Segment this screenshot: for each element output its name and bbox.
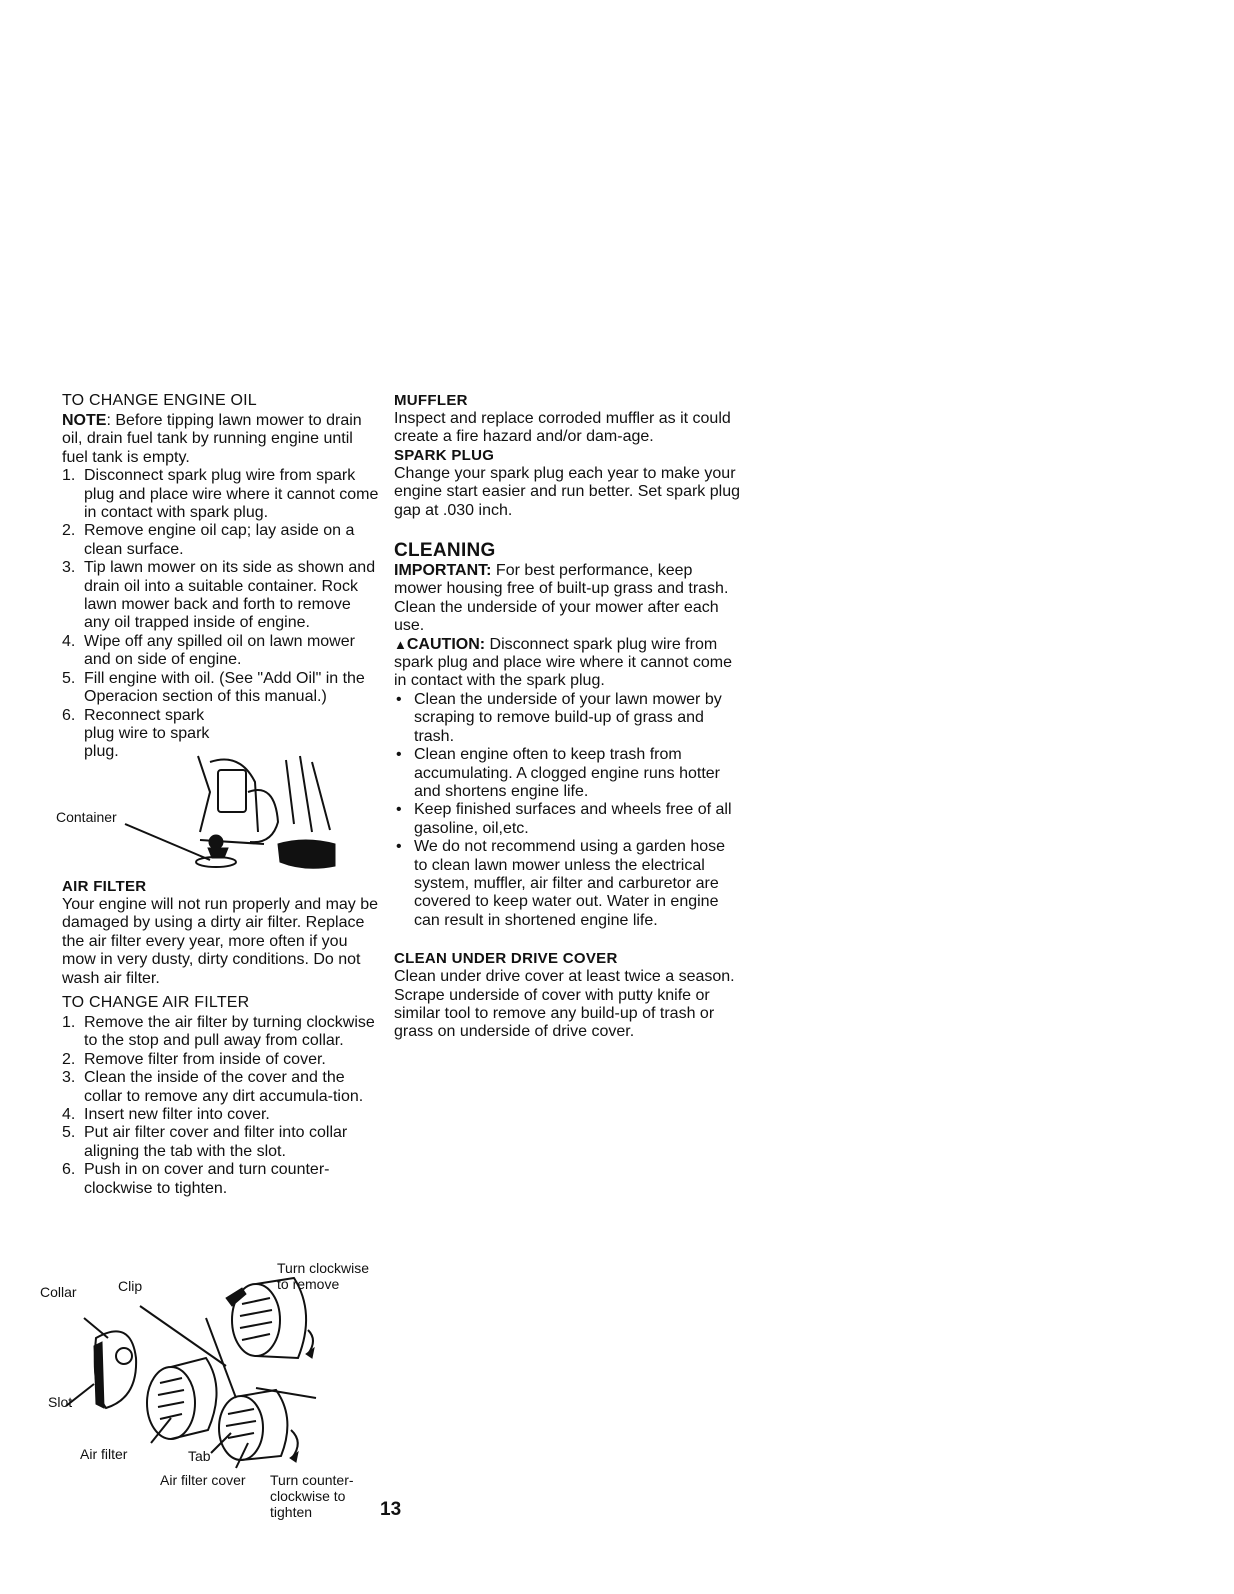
clip-label: Clip <box>118 1278 143 1294</box>
muffler-text: Inspect and replace corroded muffler as it could create a fire hazard and/or dam-age. <box>394 410 731 446</box>
step-text: Disconnect spark plug wire from spark plug and place wire where it cannot come in contact with spark plug. <box>84 467 379 522</box>
step-number: 1. <box>62 467 76 485</box>
turn-clockwise-label: Turn clockwise to remove <box>277 1260 370 1292</box>
bullet-text: Clean engine often to keep trash from accumulating. A clogged engine runs hotter and shortens engine life. <box>414 746 720 800</box>
page-number: 13 <box>380 1499 402 1520</box>
spark-plug-text: Change your spark plug each year to make your engine start easier and run better. Set spark plug gap at .030 inch. <box>394 464 740 519</box>
bullet-icon: • <box>396 801 402 819</box>
filter-step <box>62 1069 380 1106</box>
cleaning-bullet <box>394 746 740 801</box>
step-text: Clean the inside of the cover and the collar to remove any dirt accumula-tion. <box>84 1069 364 1105</box>
cleaning-bullet <box>394 838 740 930</box>
bullet-text: We do not recommend using a garden hose to clean lawn mower unless the electrical system, muffler, air filter and carburetor are covered to keep water out. Water in engine can result in shortened engine life. <box>414 838 726 929</box>
caution-note <box>394 636 740 691</box>
filter-step <box>62 1124 380 1161</box>
filter-part <box>147 1358 217 1439</box>
caution-icon: ▲ <box>394 636 407 652</box>
air-filter-figure <box>36 1258 376 1528</box>
note-text: : Before tipping lawn mower to drain oil, drain fuel tank by running engine until fuel tank is empty. <box>62 412 362 466</box>
right-column <box>394 392 740 1042</box>
step-number: 3. <box>62 1069 76 1087</box>
step-text: Tip lawn mower on its side as shown and drain oil into a suitable container. Rock lawn mower back and forth to remove any oil trapped inside of engine. <box>84 559 376 632</box>
container-label: Container <box>56 809 117 825</box>
air-filter-cover-label: Air filter cover <box>160 1472 246 1488</box>
step-number: 2. <box>62 1050 76 1068</box>
oil-steps-list <box>62 467 380 762</box>
step-text: Fill engine with oil. (See "Add Oil" in the Operacion section of this manual.) <box>84 669 365 706</box>
step-number: 5. <box>62 669 76 687</box>
bullet-text: Keep finished surfaces and wheels free of all gasoline, oil,etc. <box>414 801 732 837</box>
important-note <box>394 562 740 636</box>
change-oil-heading: TO CHANGE ENGINE OIL <box>62 392 257 409</box>
turn-counterclockwise-label: Turn counter-clockwise to tighten <box>270 1472 354 1520</box>
filter-step <box>62 1051 380 1069</box>
filter-step <box>62 1014 380 1051</box>
step-number: 4. <box>62 1106 76 1124</box>
caution-lead: CAUTION: <box>406 635 486 653</box>
bullet-icon: • <box>396 746 402 764</box>
important-lead: IMPORTANT: <box>394 562 492 580</box>
cleaning-bullet <box>394 691 740 746</box>
step-number: 1. <box>62 1014 76 1032</box>
step-number: 3. <box>62 559 76 577</box>
oil-drain-figure <box>50 752 350 877</box>
step-number: 4. <box>62 632 76 650</box>
step-number: 2. <box>62 522 76 540</box>
note-lead: NOTE <box>62 412 107 429</box>
change-filter-heading: TO CHANGE AIR FILTER <box>62 994 250 1012</box>
step-number: 5. <box>62 1124 76 1142</box>
oil-step <box>62 670 380 707</box>
spark-plug-heading: SPARK PLUG <box>394 446 495 464</box>
step-text: Wipe off any spilled oil on lawn mower and on side of engine. <box>84 632 355 669</box>
oil-step <box>62 559 380 633</box>
oil-step <box>62 467 380 522</box>
step-text: Remove engine oil cap; lay aside on a clean surface. <box>84 522 355 558</box>
cover-lower-part <box>219 1390 298 1462</box>
air-filter-text: Your engine will not run properly and may be damaged by using a dirty air filter. Replace the air filter every year, more often if you mow in very dusty, dirty conditions. Do not wash air filter. <box>62 896 379 987</box>
step-number: 6. <box>62 706 76 724</box>
caution-text: Disconnect spark plug wire from spark plug and place wire where it cannot come in contact with the spark plug. <box>394 635 732 690</box>
filter-step <box>62 1161 380 1198</box>
important-text: For best performance, keep mower housing free of built-up grass and trash. Clean the underside of your mower after each use. <box>394 562 729 635</box>
bullet-text: Clean the underside of your lawn mower by scraping to remove build-up of grass and trash. <box>414 690 722 745</box>
step-text: Put air filter cover and filter into collar aligning the tab with the slot. <box>84 1124 348 1160</box>
collar-label: Collar <box>40 1284 77 1300</box>
cleaning-heading: CLEANING <box>394 540 496 562</box>
drive-cover-heading: CLEAN UNDER DRIVE COVER <box>394 950 618 968</box>
oil-note <box>62 412 380 467</box>
drive-cover-text: Clean under drive cover at least twice a season. Scrape underside of cover with putty knife or similar tool to remove any build-up of trash or grass on underside of drive cover. <box>394 968 735 1041</box>
oil-step <box>62 633 380 670</box>
oil-step <box>62 522 380 559</box>
filter-step <box>62 1106 380 1124</box>
step-text: Insert new filter into cover. <box>84 1106 270 1124</box>
step-text: Remove filter from inside of cover. <box>84 1050 326 1068</box>
slot-label: Slot <box>48 1394 73 1410</box>
step-text: Push in on cover and turn counter-clockwise to tighten. <box>84 1161 330 1197</box>
cleaning-bullets <box>394 691 740 930</box>
step-number: 6. <box>62 1161 76 1179</box>
air-filter-label: Air filter <box>80 1446 128 1462</box>
air-filter-section <box>62 878 380 1198</box>
filter-steps-list <box>62 1014 380 1198</box>
air-filter-heading: AIR FILTER <box>62 878 147 895</box>
muffler-heading: MUFFLER <box>394 392 468 409</box>
cleaning-bullet <box>394 801 740 838</box>
left-column <box>62 392 380 762</box>
step-text: Reconnect spark plug wire to spark plug. <box>84 706 210 761</box>
bullet-icon: • <box>396 690 402 708</box>
collar-part <box>94 1331 136 1408</box>
tab-label: Tab <box>188 1448 211 1464</box>
bullet-icon: • <box>396 838 402 856</box>
step-text: Remove the air filter by turning clockwise to the stop and pull away from collar. <box>84 1014 375 1050</box>
